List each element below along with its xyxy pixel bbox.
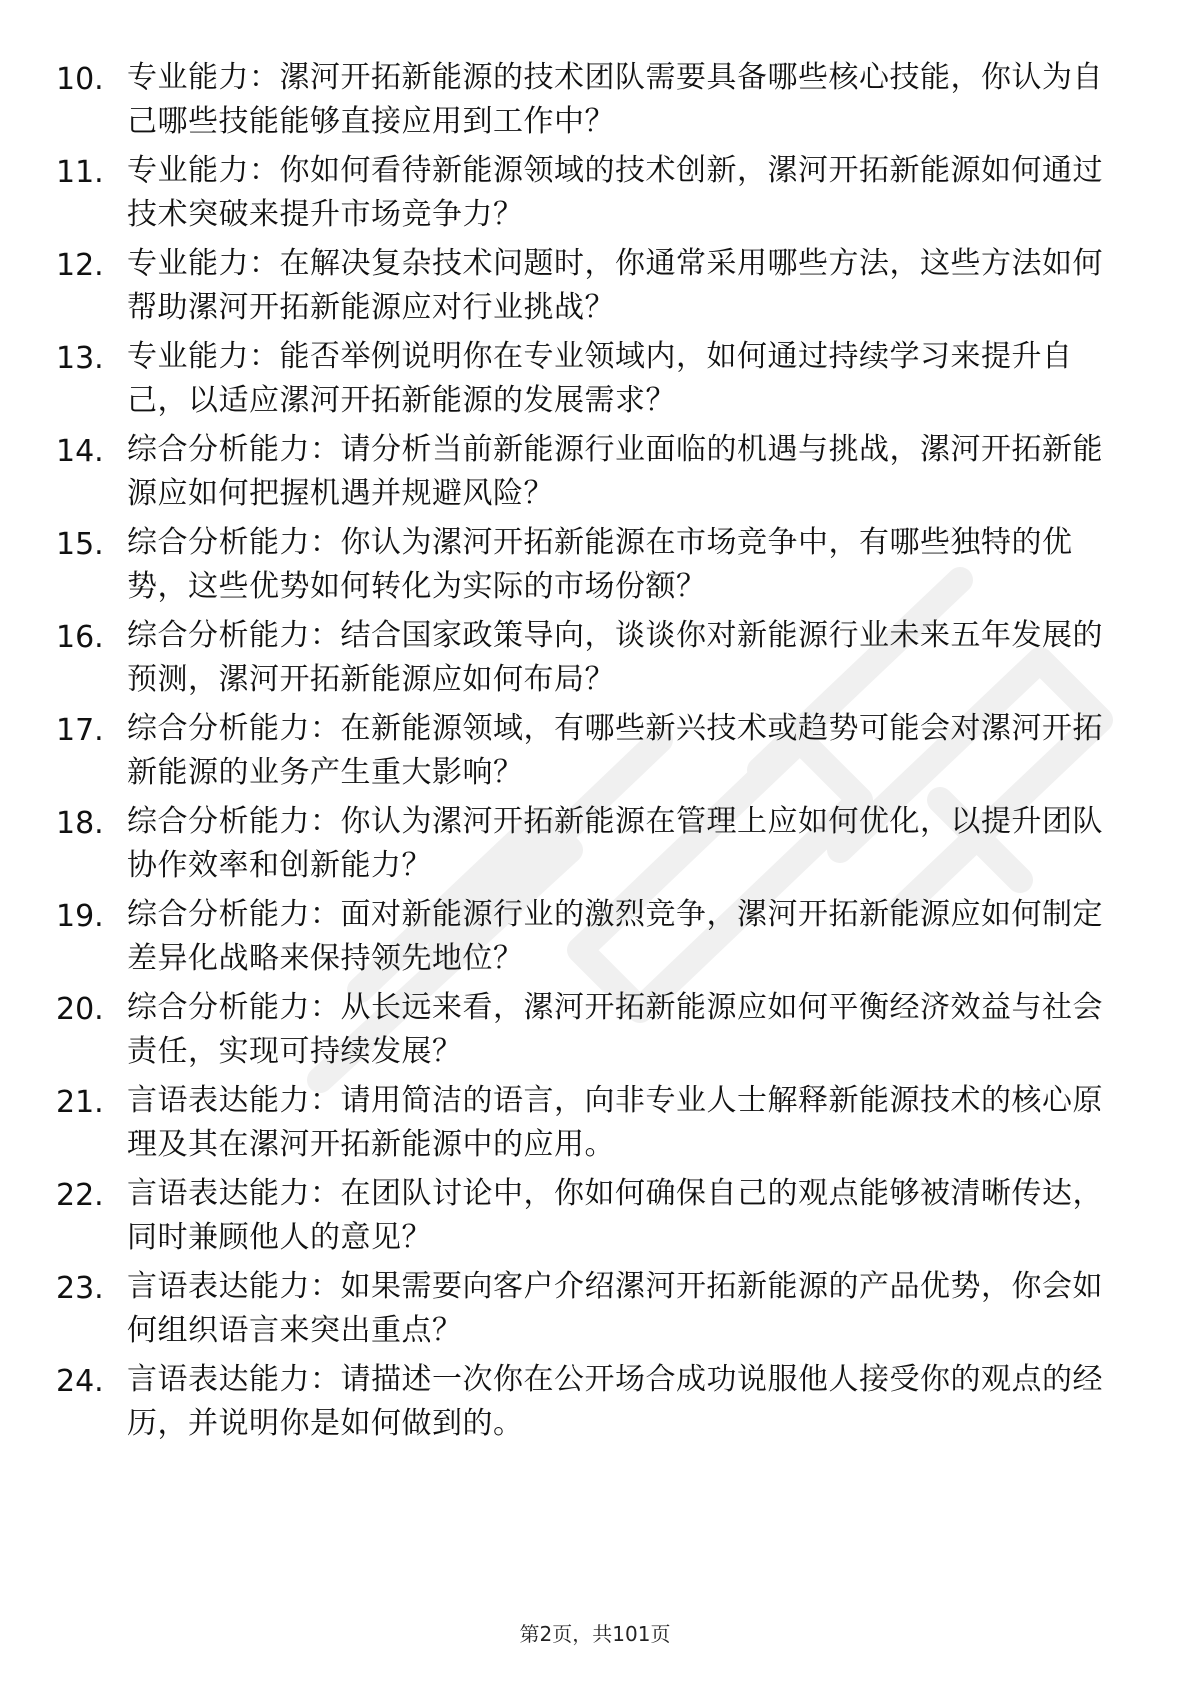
question-text: 综合分析能力：从长远来看，漯河开拓新能源应如何平衡经济效益与社会责任，实现可持续发展？: [127, 990, 1103, 1069]
question-number: 14.: [56, 434, 104, 469]
question-text: 言语表达能力：请用简洁的语言，向非专业人士解释新能源技术的核心原理及其在漯河开拓新能源中的应用。: [127, 1083, 1103, 1162]
list-item: [0, 794, 1190, 884]
question-number: 10.: [56, 62, 104, 97]
list-item: [0, 1166, 1190, 1256]
page-number-footer: 第2页，共101页: [519, 1622, 671, 1646]
list-item: [0, 887, 1190, 977]
question-text: 言语表达能力：在团队讨论中，你如何确保自己的观点能够被清晰传达，同时兼顾他人的意见？: [127, 1176, 1103, 1255]
list-item: [0, 701, 1190, 791]
question-text: 综合分析能力：面对新能源行业的激烈竞争，漯河开拓新能源应如何制定差异化战略来保持领先地位？: [127, 897, 1103, 976]
list-item: [0, 515, 1190, 605]
question-text: 言语表达能力：如果需要向客户介绍漯河开拓新能源的产品优势，你会如何组织语言来突出重点？: [127, 1269, 1103, 1348]
question-text: 专业能力：能否举例说明你在专业领域内，如何通过持续学习来提升自己，以适应漯河开拓新能源的发展需求？: [127, 339, 1073, 418]
question-text: 综合分析能力：结合国家政策导向，谈谈你对新能源行业未来五年发展的预测，漯河开拓新能源应如何布局？: [127, 618, 1103, 697]
question-number: 16.: [56, 620, 104, 655]
question-number: 23.: [56, 1271, 104, 1306]
list-item: [0, 1352, 1190, 1442]
list-item: [0, 608, 1190, 698]
question-text: 综合分析能力：在新能源领域，有哪些新兴技术或趋势可能会对漯河开拓新能源的业务产生重大影响？: [127, 711, 1103, 790]
question-text: 综合分析能力：请分析当前新能源行业面临的机遇与挑战，漯河开拓新能源应如何把握机遇并规避风险？: [127, 432, 1103, 511]
question-text: 专业能力：你如何看待新能源领域的技术创新，漯河开拓新能源如何通过技术突破来提升市场竞争力？: [127, 153, 1103, 232]
list-item: [0, 50, 1190, 140]
question-text: 言语表达能力：请描述一次你在公开场合成功说服他人接受你的观点的经历，并说明你是如何做到的。: [127, 1362, 1103, 1441]
list-item: [0, 329, 1190, 419]
question-number: 21.: [56, 1085, 104, 1120]
list-item: [0, 236, 1190, 326]
question-number: 24.: [56, 1364, 104, 1399]
question-number: 17.: [56, 713, 104, 748]
question-text: 综合分析能力：你认为漯河开拓新能源在管理上应如何优化，以提升团队协作效率和创新能力？: [127, 804, 1103, 883]
question-number: 18.: [56, 806, 104, 841]
list-item: [0, 1073, 1190, 1163]
question-number: 22.: [56, 1178, 104, 1213]
question-number: 13.: [56, 341, 104, 376]
question-number: 19.: [56, 899, 104, 934]
question-text: 专业能力：漯河开拓新能源的技术团队需要具备哪些核心技能，你认为自己哪些技能能够直接应用到工作中？: [127, 60, 1103, 139]
question-text: 综合分析能力：你认为漯河开拓新能源在市场竞争中，有哪些独特的优势，这些优势如何转化为实际的市场份额？: [127, 525, 1073, 604]
list-item: [0, 143, 1190, 233]
question-number: 20.: [56, 992, 104, 1027]
question-number: 11.: [56, 155, 104, 190]
question-number: 12.: [56, 248, 104, 283]
list-item: [0, 422, 1190, 512]
list-item: [0, 1259, 1190, 1349]
question-text: 专业能力：在解决复杂技术问题时，你通常采用哪些方法，这些方法如何帮助漯河开拓新能源应对行业挑战？: [127, 246, 1103, 325]
question-number: 15.: [56, 527, 104, 562]
list-item: [0, 980, 1190, 1070]
